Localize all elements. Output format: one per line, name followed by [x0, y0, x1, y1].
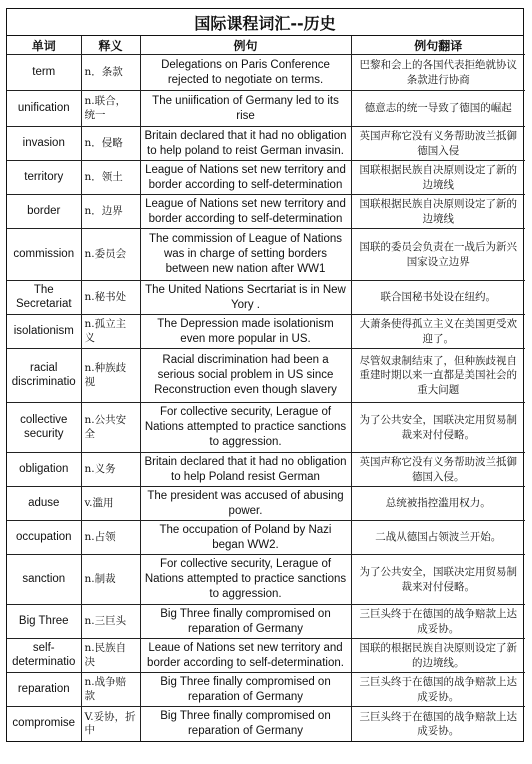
translation-cell: 国联根据民族自决原则设定了新的边境线	[351, 195, 525, 229]
meaning-cell: n.义务	[81, 453, 140, 487]
table-row	[7, 673, 525, 707]
header-meaning: 释义	[81, 36, 140, 55]
meaning-cell: n.委员会	[81, 229, 140, 281]
word-cell: term	[7, 55, 81, 91]
sheet-title: 国际课程词汇--历史	[7, 9, 523, 36]
meaning-cell: n.联合，统一	[81, 91, 140, 127]
example-cell: The president was accused of abusing power.	[140, 487, 351, 521]
table-row	[7, 487, 525, 521]
translation-cell: 为了公共安全，国联决定用贸易制裁来对付侵略。	[351, 555, 525, 605]
table-row	[7, 195, 525, 229]
meaning-cell: n．侵略	[81, 127, 140, 161]
translation-cell: 三巨头终于在德国的战争赔款上达成妥协。	[351, 605, 525, 639]
meaning-cell: n.民族自决	[81, 639, 140, 673]
meaning-cell: n.战争赔款	[81, 673, 140, 707]
word-cell: Big Three	[7, 605, 81, 639]
example-cell: Britain declared that it had no obligation to help poland to reist German invasin.	[140, 127, 351, 161]
word-cell: border	[7, 195, 81, 229]
table-row	[7, 161, 525, 195]
word-cell: obligation	[7, 453, 81, 487]
table-row	[7, 555, 525, 605]
example-cell: The occupation of Poland by Nazi began WW2.	[140, 521, 351, 555]
translation-cell: 巴黎和会上的各国代表拒绝就协议条款进行协商	[351, 55, 525, 91]
table-row	[7, 639, 525, 673]
translation-cell: 二战从德国占领波兰开始。	[351, 521, 525, 555]
meaning-cell: n.三巨头	[81, 605, 140, 639]
example-cell: For collective security, Lerague of Nations attempted to practice sanctions to aggression.	[140, 555, 351, 605]
translation-cell: 为了公共安全，国联决定用贸易制裁来对付侵略。	[351, 403, 525, 453]
example-cell: Britain declared that it had no obligation to help Poland resist German	[140, 453, 351, 487]
meaning-cell: n．领土	[81, 161, 140, 195]
table-row	[7, 453, 525, 487]
meaning-cell: n．条款	[81, 55, 140, 91]
word-cell: occupation	[7, 521, 81, 555]
table-row	[7, 403, 525, 453]
translation-cell: 大萧条使得孤立主义在美国更受欢迎了。	[351, 315, 525, 349]
meaning-cell: n.制裁	[81, 555, 140, 605]
meaning-cell: n.种族歧视	[81, 349, 140, 403]
header-row	[7, 36, 525, 55]
table-row	[7, 349, 525, 403]
example-cell: Big Three finally compromised on reparation of Germany	[140, 673, 351, 707]
word-cell: collective security	[7, 403, 81, 453]
example-cell: Big Three finally compromised on reparation of Germany	[140, 707, 351, 741]
translation-cell: 三巨头终于在德国的战争赔款上达成妥协。	[351, 673, 525, 707]
header-example: 例句	[140, 36, 351, 55]
table-row	[7, 91, 525, 127]
meaning-cell: n.公共安全	[81, 403, 140, 453]
word-cell: self-determinatio	[7, 639, 81, 673]
example-cell: Racial discrimination had been a serious social problem in US since Reconstruction even though slavery	[140, 349, 351, 403]
table-row	[7, 315, 525, 349]
word-cell: The Secretariat	[7, 281, 81, 315]
word-cell: territory	[7, 161, 81, 195]
meaning-cell: V.妥协，折中	[81, 707, 140, 741]
table-row	[7, 281, 525, 315]
vocabulary-sheet	[6, 8, 524, 742]
word-cell: sanction	[7, 555, 81, 605]
table-row	[7, 707, 525, 741]
word-cell: racial discriminatio	[7, 349, 81, 403]
translation-cell: 联合国秘书处设在纽约。	[351, 281, 525, 315]
word-cell: isolationism	[7, 315, 81, 349]
example-cell: The uniification of Germany led to its rise	[140, 91, 351, 127]
meaning-cell: n.孤立主义	[81, 315, 140, 349]
translation-cell: 尽管奴隶制结束了，但种族歧视自重建时期以来一直都是美国社会的重大问题	[351, 349, 525, 403]
translation-cell: 英国声称它没有义务帮助波兰抵御德国入侵	[351, 127, 525, 161]
translation-cell: 国联的根据民族自决原则设定了新的边境线。	[351, 639, 525, 673]
example-cell: League of Nations set new territory and border according to self-determination	[140, 195, 351, 229]
header-translation: 例句翻译	[351, 36, 525, 55]
word-cell: invasion	[7, 127, 81, 161]
translation-cell: 德意志的统一导致了德国的崛起	[351, 91, 525, 127]
example-cell: Big Three finally compromised on reparation of Germany	[140, 605, 351, 639]
example-cell: For collective security, Lerague of Nations attempted to practice sanctions to aggression.	[140, 403, 351, 453]
vocabulary-table	[7, 36, 525, 741]
translation-cell: 国联的委员会负责在一战后为新兴国家设立边界	[351, 229, 525, 281]
translation-cell: 英国声称它没有义务帮助波兰抵御德国入侵。	[351, 453, 525, 487]
example-cell: Delegations on Paris Conference rejected to negotiate on terms.	[140, 55, 351, 91]
example-cell: Leaue of Nations set new territory and border according to self-determination.	[140, 639, 351, 673]
table-row	[7, 605, 525, 639]
table-row	[7, 127, 525, 161]
word-cell: commission	[7, 229, 81, 281]
word-cell: compromise	[7, 707, 81, 741]
word-cell: reparation	[7, 673, 81, 707]
meaning-cell: n.秘书处	[81, 281, 140, 315]
example-cell: The United Nations Secrtariat is in New Yory .	[140, 281, 351, 315]
example-cell: League of Nations set new territory and border according to self-determination	[140, 161, 351, 195]
example-cell: The commission of League of Nations was in charge of setting borders between new nation after WW1	[140, 229, 351, 281]
meaning-cell: n.占领	[81, 521, 140, 555]
translation-cell: 三巨头终于在德国的战争赔款上达成妥协。	[351, 707, 525, 741]
word-cell: unification	[7, 91, 81, 127]
translation-cell: 总统被指控滥用权力。	[351, 487, 525, 521]
table-row	[7, 229, 525, 281]
table-row	[7, 521, 525, 555]
example-cell: The Depression made isolationism even more popular in US.	[140, 315, 351, 349]
word-cell: aduse	[7, 487, 81, 521]
header-word: 单词	[7, 36, 81, 55]
table-row	[7, 55, 525, 91]
meaning-cell: v.滥用	[81, 487, 140, 521]
translation-cell: 国联根据民族自决原则设定了新的边境线	[351, 161, 525, 195]
meaning-cell: n．边界	[81, 195, 140, 229]
